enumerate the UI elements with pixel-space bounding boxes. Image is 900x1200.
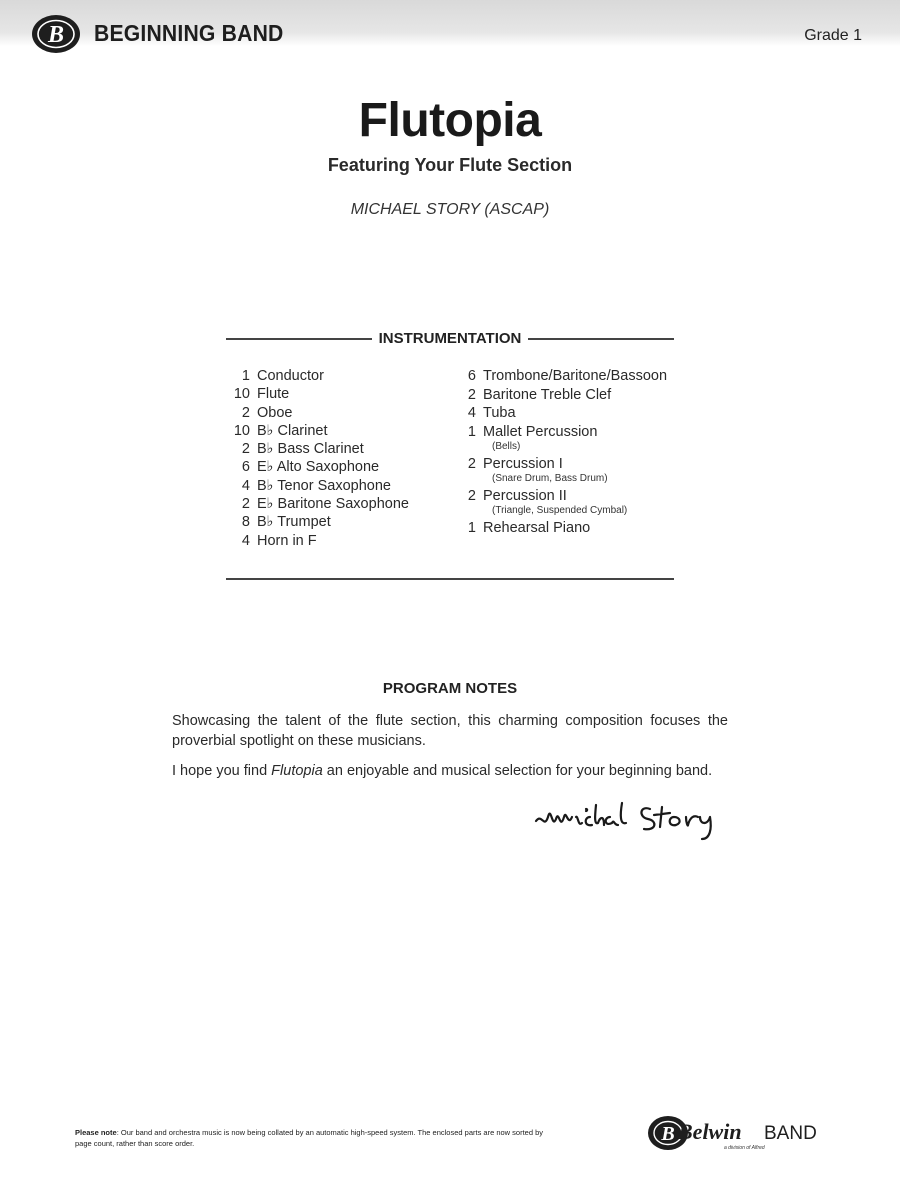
instrument-item [226, 496, 446, 514]
instrument-item [452, 520, 682, 538]
instrument-count: 2 [467, 487, 476, 504]
instrument-item [452, 456, 682, 484]
instrument-count: 2 [241, 404, 250, 421]
instrument-item [226, 405, 446, 423]
instrument-name: Baritone Treble Clef [483, 386, 612, 403]
instrument-count: 2 [241, 496, 250, 513]
belwin-band-logo [646, 1111, 836, 1155]
instrument-count: 10 [233, 422, 250, 439]
instrument-name: Trombone/Baritone/Bassoon [483, 368, 668, 384]
instrument-item [226, 514, 446, 532]
publisher-division: a division of Alfred [724, 1145, 765, 1151]
svg-text:B: B [661, 1123, 675, 1145]
instrument-note: (Bells) [492, 440, 521, 452]
instrument-name: B♭ Clarinet [257, 422, 328, 439]
instrument-item [452, 488, 682, 516]
publisher-suffix: BAND [764, 1123, 817, 1144]
page-title: Flutopia [358, 94, 542, 147]
instrument-item [226, 368, 446, 386]
instrument-name: Tuba [483, 405, 516, 422]
instrument-count: 1 [241, 368, 250, 384]
instrument-name: Conductor [257, 368, 324, 384]
series-name: BEGINNING BAND [94, 20, 284, 46]
instrument-name: Rehearsal Piano [483, 519, 591, 536]
instrumentation-left-column [226, 368, 446, 551]
instrument-count: 8 [241, 514, 250, 531]
instrument-name: B♭ Tenor Saxophone [257, 477, 391, 494]
page-subtitle: Featuring Your Flute Section [327, 155, 573, 175]
instrument-name: Flute [257, 386, 290, 403]
instrument-item [226, 533, 446, 551]
instrument-count: 1 [467, 519, 476, 536]
instrument-count: 6 [467, 368, 476, 384]
instrumentation-heading: INSTRUMENTATION [378, 330, 522, 347]
instrument-count: 4 [467, 405, 476, 422]
publisher-name: Belwin [678, 1119, 742, 1144]
instrument-count: 6 [241, 459, 250, 476]
instrument-name: E♭ Alto Saxophone [257, 459, 380, 476]
instrument-item [452, 368, 682, 386]
paragraph-2-text-before: I hope you find [172, 763, 272, 779]
instrument-count: 2 [241, 441, 250, 458]
instrument-item [226, 459, 446, 477]
instrument-count: 1 [467, 423, 476, 440]
program-notes-paragraph-1: Showcasing the talent of the flute section, this charming composition focuses the proverbial spotlight on these musicians. [172, 713, 728, 749]
footer-note-label: Please note [75, 1128, 117, 1137]
composer-signature [532, 795, 732, 843]
instrument-item [226, 386, 446, 404]
program-notes-paragraph-2 [172, 761, 732, 781]
footer-note-text: : Our band and orchestra music is now being collated by an automatic high-speed system. The enclosed parts are now sorted by page count, rather than score order. [75, 1128, 544, 1148]
instrument-name: B♭ Bass Clarinet [257, 441, 364, 458]
instrument-count: 2 [467, 386, 476, 403]
instrumentation-right-column [452, 368, 682, 538]
instrument-count: 2 [467, 455, 476, 472]
instrument-count: 4 [241, 532, 250, 549]
instrument-name: Mallet Percussion [483, 423, 598, 440]
instrument-item [226, 478, 446, 496]
instrument-item [226, 423, 446, 441]
composer: MICHAEL STORY (ASCAP) [350, 201, 550, 218]
instrument-item [452, 405, 682, 423]
instrument-name: Oboe [257, 404, 293, 421]
grade-label: Grade 1 [804, 27, 862, 44]
instrument-count: 4 [241, 477, 250, 494]
program-notes-heading: PROGRAM NOTES [382, 680, 518, 697]
instrument-item [452, 424, 682, 452]
instrument-item [452, 387, 682, 405]
paragraph-2-title: Flutopia [271, 763, 323, 779]
instrument-name: Horn in F [257, 532, 317, 549]
beginning-band-logo-icon [30, 12, 82, 56]
instrument-note: (Triangle, Suspended Cymbal) [492, 504, 628, 516]
instrument-name: B♭ Trumpet [257, 514, 331, 531]
instrument-name: Percussion II [483, 487, 567, 504]
logo-letter: B [47, 22, 65, 48]
instrument-count: 10 [233, 386, 250, 403]
instrument-note: (Snare Drum, Bass Drum) [492, 472, 608, 484]
instrument-item [226, 441, 446, 459]
paragraph-2-text-after: an enjoyable and musical selection for your beginning band. [322, 763, 713, 779]
instrument-name: Percussion I [483, 455, 563, 472]
footer-note [75, 1127, 555, 1149]
instrument-name: E♭ Baritone Saxophone [257, 496, 409, 513]
instrumentation-bottom-rule [226, 578, 674, 580]
